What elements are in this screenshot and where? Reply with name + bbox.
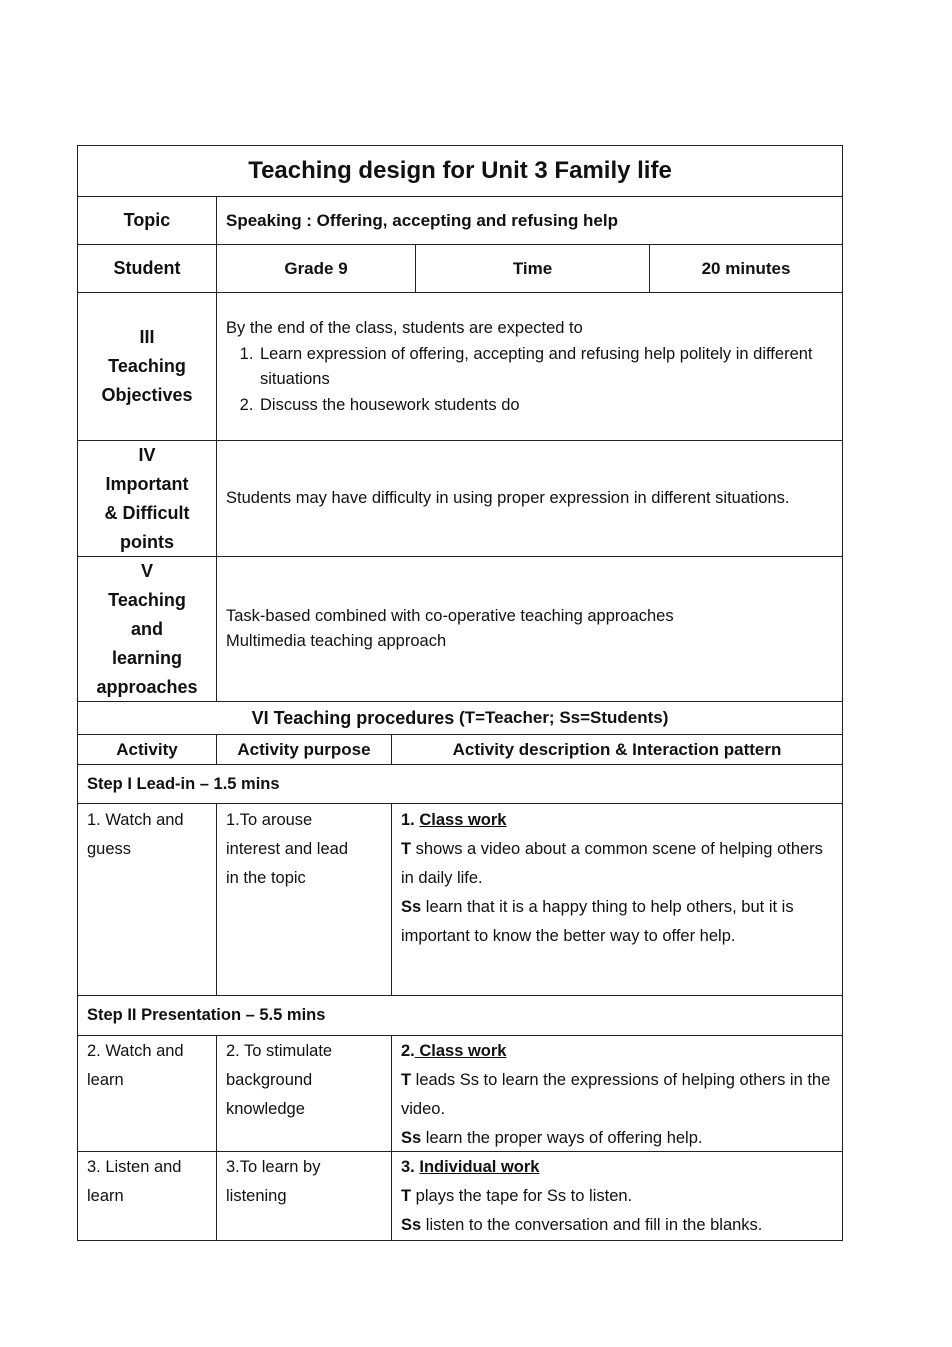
col-purpose: Activity purpose [217, 735, 392, 764]
objectives-intro: By the end of the class, students are expected to [226, 319, 583, 337]
table-row [78, 804, 842, 996]
activity-name-line: guess [87, 840, 132, 858]
points-label-line2: & Difficult [104, 502, 190, 523]
teacher-action [401, 835, 834, 893]
col-activity: Activity [78, 735, 217, 764]
teacher-text: leads Ss to learn the expressions of helping others in the video. [401, 1071, 831, 1118]
topic-value: Speaking : Offering, accepting and refusing help [226, 210, 618, 230]
approaches-label-line2: and [130, 618, 163, 639]
table-row [78, 1036, 842, 1152]
activity-purpose-line: 2. To stimulate [226, 1042, 333, 1060]
approaches-label [78, 557, 217, 701]
interaction-pattern [401, 806, 834, 835]
points-label [78, 441, 217, 556]
student-action [401, 893, 834, 951]
col-description: Activity description & Interaction pattern [452, 739, 782, 759]
activity-purpose [217, 804, 392, 995]
student-tag: Ss [401, 898, 422, 916]
objectives-list [226, 342, 834, 419]
topic-row [78, 197, 842, 245]
interaction-mode: Individual work [419, 1158, 540, 1176]
teacher-tag: T [401, 1187, 412, 1205]
activity-name [78, 804, 217, 995]
approaches-row [78, 557, 842, 702]
activity-purpose [217, 1036, 392, 1151]
points-text: Students may have difficulty in using proper expression in different situations. [226, 489, 790, 507]
activity-purpose-line: in the topic [226, 869, 306, 887]
activity-num: 3. [401, 1158, 420, 1176]
activity-name-line: learn [87, 1071, 124, 1089]
teacher-text: shows a video about a common scene of helping others in daily life. [401, 840, 823, 887]
activity-purpose-line: listening [226, 1187, 287, 1205]
teacher-text: plays the tape for Ss to listen. [411, 1187, 633, 1205]
student-tag: Ss [401, 1216, 422, 1234]
procedures-heading-row [78, 702, 842, 735]
time-label: Time [416, 245, 650, 292]
title-row [78, 146, 842, 197]
activity-name-line: 2. Watch and [87, 1042, 184, 1060]
time-value: 20 minutes [701, 258, 791, 278]
activity-description [392, 804, 842, 995]
points-label-line3: points [120, 531, 174, 552]
approaches-content [217, 557, 842, 701]
step-2-label: Step II Presentation – 5.5 mins [87, 1006, 326, 1024]
objective-item: 2. Discuss the housework students do [258, 393, 834, 419]
activity-description [392, 1152, 842, 1240]
student-text: learn that it is a happy thing to help others, but it is important to know the better way to offer help. [401, 898, 794, 945]
step-row [78, 765, 842, 804]
student-tag: Ss [401, 1129, 422, 1147]
objectives-label [78, 293, 217, 440]
procedures-heading-note: (T=Teacher; Ss=Students) [454, 708, 669, 727]
objective-item: 1. Learn expression of offering, accepting and refusing help politely in different situations [258, 342, 834, 393]
table-row [78, 1152, 842, 1240]
step-1-label: Step I Lead-in – 1.5 mins [87, 774, 280, 793]
approaches-line2: Multimedia teaching approach [226, 632, 447, 650]
activity-purpose-line: background [226, 1071, 313, 1089]
activity-name-line: 3. Listen and [87, 1158, 182, 1176]
activity-purpose [217, 1152, 392, 1240]
procedures-heading-main: VI Teaching procedures [251, 707, 455, 728]
points-row [78, 441, 842, 557]
page-title: Teaching design for Unit 3 Family life [248, 157, 672, 184]
activity-purpose-line: 3.To learn by [226, 1158, 321, 1176]
activity-name-line: learn [87, 1187, 124, 1205]
student-row [78, 245, 842, 293]
teaching-design-table [77, 145, 843, 1241]
activity-name [78, 1036, 217, 1151]
objectives-content [217, 293, 842, 440]
approaches-label-num: V [140, 560, 153, 581]
student-label: Student [78, 245, 217, 292]
points-label-line1: Important [105, 473, 189, 494]
column-header-row [78, 735, 842, 765]
topic-label: Topic [78, 197, 217, 244]
student-action [401, 1124, 834, 1153]
approaches-line1: Task-based combined with co-operative teaching approaches [226, 607, 674, 625]
student-action [401, 1211, 834, 1240]
approaches-label-line3: learning [111, 647, 182, 668]
activity-num: 1. [401, 811, 420, 829]
objectives-label-num: III [139, 327, 155, 347]
step-row [78, 996, 842, 1036]
interaction-mode: Class work [419, 811, 507, 829]
approaches-label-line1: Teaching [108, 589, 186, 610]
teacher-action [401, 1066, 834, 1124]
points-content [217, 441, 842, 556]
points-label-num: IV [138, 444, 156, 465]
teacher-tag: T [401, 1071, 412, 1089]
grade-value: Grade 9 [217, 245, 416, 292]
activity-name-line: 1. Watch and [87, 811, 184, 829]
approaches-label-line4: approaches [96, 676, 198, 697]
procedures-heading [78, 702, 842, 734]
interaction-mode: Class work [414, 1042, 507, 1060]
teacher-tag: T [401, 840, 412, 858]
activity-purpose-line: interest and lead [226, 840, 349, 858]
activity-purpose-line: knowledge [226, 1100, 305, 1118]
objectives-row [78, 293, 842, 441]
activity-description [392, 1036, 842, 1151]
interaction-pattern [401, 1153, 834, 1182]
student-text: listen to the conversation and fill in the blanks. [421, 1216, 763, 1234]
objectives-label-line2: Objectives [101, 385, 193, 405]
interaction-pattern [401, 1037, 834, 1066]
activity-purpose-line: 1.To arouse [226, 811, 313, 829]
student-text: learn the proper ways of offering help. [421, 1129, 703, 1147]
activity-num: 2. [401, 1042, 415, 1060]
teacher-action [401, 1182, 834, 1211]
activity-name [78, 1152, 217, 1240]
objectives-label-line1: Teaching [108, 356, 186, 376]
